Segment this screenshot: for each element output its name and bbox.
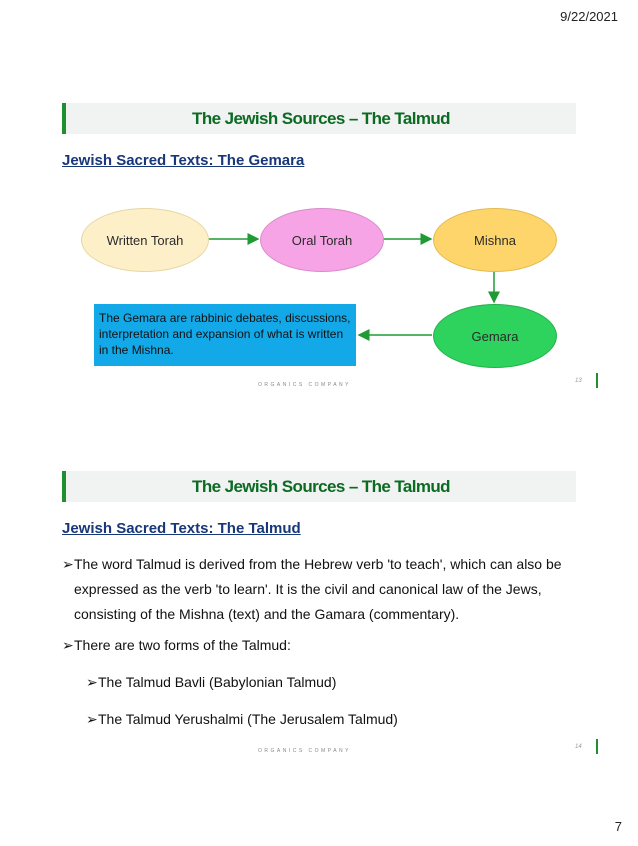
bullet-text: The word Talmud is derived from the Hebrew verb 'to teach', which can also be expressed as the verb 'to learn'. It is the civil and canonical law of the Jews, consisting of the Mishna (text) and the Gamara (commentary). xyxy=(74,556,562,622)
slide-subtitle: Jewish Sacred Texts: The Gemara xyxy=(62,152,305,169)
arrow-bullet-icon: ➢ xyxy=(62,637,74,653)
sub-bullet-text: The Talmud Bavli (Babylonian Talmud) xyxy=(98,674,337,690)
slide-subtitle: Jewish Sacred Texts: The Talmud xyxy=(62,520,301,537)
bullet-item xyxy=(62,633,582,658)
arrow-bullet-icon: ➢ xyxy=(86,711,98,727)
slide-title-bar xyxy=(62,471,576,502)
bullet-list xyxy=(62,552,582,744)
print-date: 9/22/2021 xyxy=(560,9,618,24)
bullet-text: There are two forms of the Talmud: xyxy=(74,637,291,653)
slide-title: The Jewish Sources – The Talmud xyxy=(192,109,450,128)
footer-company: ORGANICS COMPANY xyxy=(258,382,351,388)
footer-company: ORGANICS COMPANY xyxy=(258,748,351,754)
slide-number: 14 xyxy=(575,744,582,750)
sub-bullet-item xyxy=(86,707,582,732)
page-number: 7 xyxy=(614,819,622,834)
gemara-description-box: The Gemara are rabbinic debates, discussions, interpretation and expansion of what is written in the Mishna. xyxy=(94,304,356,366)
arrow-bullet-icon: ➢ xyxy=(86,674,98,690)
node-oral-torah-label: Oral Torah xyxy=(291,232,353,248)
node-gemara-label: Gemara xyxy=(471,328,519,344)
bullet-item xyxy=(62,552,582,627)
sub-bullet-item xyxy=(86,670,582,695)
sub-bullet-text: The Talmud Yerushalmi (The Jerusalem Talmud) xyxy=(98,711,398,727)
slide-number-bar xyxy=(596,739,598,754)
node-mishna-label: Mishna xyxy=(474,232,516,248)
slide-number: 13 xyxy=(575,378,582,384)
slide-title: The Jewish Sources – The Talmud xyxy=(192,477,450,496)
arrow-bullet-icon: ➢ xyxy=(62,556,74,572)
node-written-torah-label: Written Torah xyxy=(106,232,184,248)
